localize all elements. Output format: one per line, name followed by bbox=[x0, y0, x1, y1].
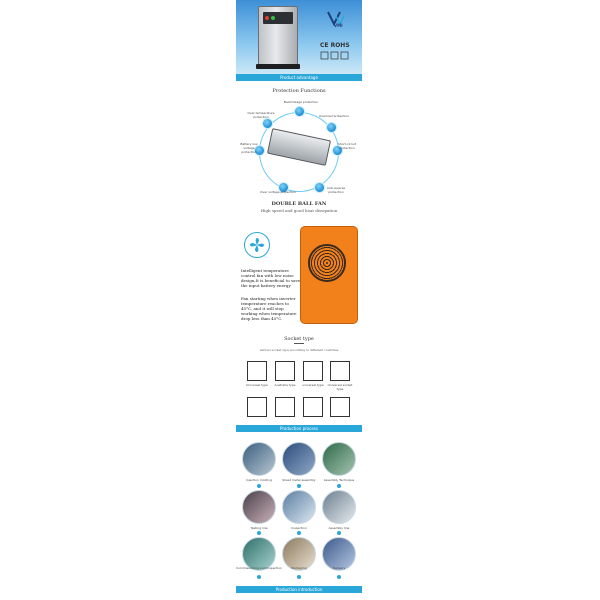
fan-description-2: Fan starting when inverter temperature reaches to 45°C, and it will stop working when temperature drop less than 45°C. bbox=[241, 296, 297, 321]
socket-round-icon bbox=[275, 397, 295, 417]
ce-mark-text: CE ROHS bbox=[320, 42, 350, 49]
socket-type-label: Australia type bbox=[274, 383, 296, 387]
process-step-label: Delivery bbox=[332, 566, 346, 570]
certification-marks bbox=[320, 42, 356, 64]
label-anti-reverse: Anti-reverse protection bbox=[326, 186, 346, 194]
socket-uk-icon bbox=[247, 397, 267, 417]
fan-description-1: Intelligent temperature control fan with low noise design,It is beneficial to save the input battery energy bbox=[241, 268, 301, 288]
socket-universal-2-icon bbox=[303, 361, 323, 381]
brand-logo-text: VMI bbox=[334, 23, 343, 28]
process-photo-inspection bbox=[282, 490, 316, 524]
label-low-voltage: Battery low voltage protection bbox=[240, 142, 258, 154]
process-photo-assembly-line bbox=[322, 490, 356, 524]
process-step-label: Assembly Technique bbox=[323, 478, 355, 482]
process-step-dot bbox=[257, 531, 261, 535]
protection-node-icon bbox=[262, 118, 273, 129]
socket-schuko-2-icon bbox=[330, 397, 350, 417]
socket-divider bbox=[294, 343, 304, 344]
process-photo-testing bbox=[242, 490, 276, 524]
protection-node-icon bbox=[326, 122, 337, 133]
protection-title: Protection Functions bbox=[272, 88, 326, 94]
inverter-product-image bbox=[258, 6, 298, 66]
process-step-dot bbox=[297, 531, 301, 535]
process-step-dot bbox=[257, 484, 261, 488]
socket-type-label: Universal socket type bbox=[327, 383, 353, 391]
process-step-label: Commissioning and inspection bbox=[236, 566, 282, 570]
label-over-voltage: Over voltage protection bbox=[260, 190, 296, 194]
hero-banner bbox=[236, 0, 362, 80]
process-step-dot bbox=[337, 575, 341, 579]
process-step-label: Sheet metal assembly bbox=[282, 478, 316, 482]
band-product-advantage: Product advantage bbox=[236, 74, 362, 81]
socket-type-label: universal type bbox=[302, 383, 324, 387]
socket-title: Socket type bbox=[284, 336, 314, 342]
label-short-circuit: Short-circuit protection bbox=[337, 142, 357, 150]
socket-universal-socket-icon bbox=[330, 361, 350, 381]
device-button bbox=[271, 16, 275, 20]
socket-universal-icon bbox=[247, 361, 267, 381]
process-step-dot bbox=[257, 575, 261, 579]
process-step-label: Assembly line bbox=[328, 526, 350, 530]
socket-australia-icon bbox=[275, 361, 295, 381]
process-step-dot bbox=[297, 484, 301, 488]
socket-subtitle: various socket type according to different countries bbox=[259, 348, 339, 352]
process-step-label: Packaging bbox=[291, 566, 307, 570]
fan-subtitle: High speed and good heat dissipation bbox=[260, 208, 338, 213]
socket-schuko-icon bbox=[303, 397, 323, 417]
process-photo-assembly bbox=[322, 442, 356, 476]
socket-type-label: Universal type bbox=[246, 383, 268, 387]
process-step-dot bbox=[337, 484, 341, 488]
page-strip bbox=[236, 0, 362, 600]
fan-title: DOUBLE BALL FAN bbox=[271, 201, 327, 207]
band-production-process: Production process bbox=[236, 425, 362, 432]
process-step-dot bbox=[337, 531, 341, 535]
label-backlinkage: Backlinkage protection bbox=[283, 100, 319, 104]
device-button bbox=[265, 16, 269, 20]
process-step-dot bbox=[297, 575, 301, 579]
protection-node-icon bbox=[294, 106, 305, 117]
label-over-temperature: Over temperature protection bbox=[247, 111, 275, 119]
process-photo-sheet-metal bbox=[282, 442, 316, 476]
label-overload: Overload protection bbox=[319, 114, 349, 118]
band-production-introduction: Production introduction bbox=[236, 586, 362, 593]
brand-logo bbox=[324, 10, 354, 30]
fan-icon bbox=[244, 232, 270, 258]
process-step-label: Inspection bbox=[291, 526, 307, 530]
device-base bbox=[256, 64, 300, 69]
process-photo-injection bbox=[242, 442, 276, 476]
process-step-label: Testing line bbox=[250, 526, 268, 530]
fan-grill bbox=[308, 244, 346, 282]
process-step-label: Injection molding bbox=[246, 478, 272, 482]
